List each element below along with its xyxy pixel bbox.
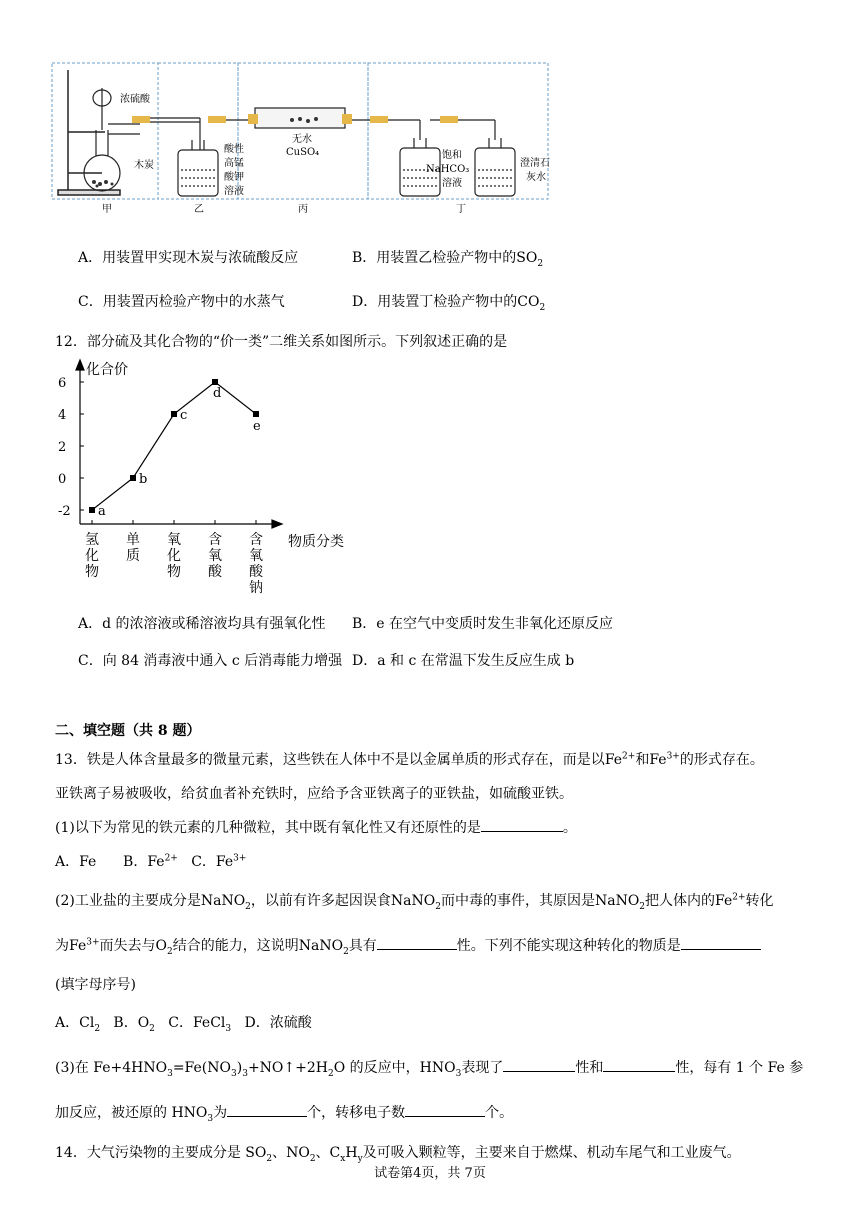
- x-category-char: 质: [126, 548, 140, 564]
- y-tick-label: 4: [58, 408, 67, 423]
- iron-stand: [58, 70, 120, 195]
- series-line: [92, 382, 256, 510]
- y-tick-label: 2: [58, 440, 67, 455]
- label-nahco3-1: 饱和: [442, 150, 462, 161]
- answer-blank[interactable]: [405, 1102, 485, 1117]
- data-point-a: [89, 507, 95, 513]
- section-yi: 乙: [194, 204, 204, 215]
- label-nahco3-2: NaHCO₃: [426, 164, 470, 175]
- data-points: [89, 379, 261, 519]
- x-category-char: 氧: [208, 548, 222, 564]
- section-jia: 甲: [102, 204, 112, 215]
- data-label-d: d: [213, 386, 222, 401]
- q11-option-a: A．用装置甲实现木炭与浓硫酸反应: [78, 250, 299, 266]
- answer-blank[interactable]: [681, 935, 761, 950]
- label-kmno4-3: 酸钾: [224, 172, 244, 183]
- data-point-e: [253, 411, 259, 417]
- x-category-char: 化: [85, 548, 99, 564]
- section-ding: 丁: [456, 204, 466, 215]
- label-kmno4-2: 高锰: [224, 158, 244, 169]
- page-footer: 试卷第4页，共 7页: [374, 1166, 486, 1181]
- chart-xlabel: 物质分类: [288, 534, 344, 550]
- apparatus-diagram: [50, 60, 552, 220]
- q13-part2-line2: 为$Fe^{3+}$而失去与$O_2$结合的能力，这说明NaNO$_2$具有 性。下列不能实现这种转化的物质是: [55, 935, 761, 957]
- answer-blank[interactable]: [227, 1102, 307, 1117]
- q13-part3-line1: (3)在 $Fe+4HNO_3=Fe(NO_3)_3+NO↑+2H_2O$ 的反应中，$HNO_3$表现了 性和 性，每有 1 个 Fe 参: [55, 1057, 803, 1079]
- answer-blank[interactable]: [603, 1057, 675, 1072]
- section-title: 二、填空题（共 8 题）: [55, 723, 201, 739]
- drying-tube: [248, 108, 352, 128]
- q13-part2-line1: (2)工业盐的主要成分是NaNO$_2$，以前有许多起因误食NaNO$_2$而中毒的事件，其原因是NaNO$_2$把人体内的$Fe^{2+}$转化: [55, 892, 774, 912]
- rubber-joint: [370, 116, 388, 123]
- answer-blank[interactable]: [503, 1057, 575, 1072]
- y-tick-label: -2: [58, 504, 71, 519]
- apparatus-frames: [52, 63, 548, 199]
- q12-option-c: C．向 84 消毒液中通入 c 后消毒能力增强: [78, 653, 343, 669]
- x-category-char: 酸: [208, 564, 222, 580]
- q14-text: 14．大气污染物的主要成分是 $SO_2$、$NO_2$、$C_xH_y$及可吸入颗粒等，主要来自于燃煤、机动车尾气和工业废气。: [55, 1145, 741, 1164]
- q11-option-d: D．用装置丁检验产物中的$CO_2$: [352, 294, 546, 313]
- label-cuso4-1: 无水: [292, 134, 312, 145]
- label-limewater-2: 灰水: [526, 172, 546, 183]
- q12-option-a: A．d 的浓溶液或稀溶液均具有强氧化性: [78, 616, 326, 632]
- x-category-char: 物: [167, 564, 181, 580]
- rubber-joint: [132, 116, 150, 123]
- x-category-char: 氧: [167, 532, 181, 548]
- q12-stem: 12．部分硫及其化合物的“价一类”二维关系如图所示。下列叙述正确的是: [55, 334, 508, 350]
- y-tick-label: 6: [58, 376, 67, 391]
- data-label-a: a: [98, 504, 106, 519]
- section-bing: 丙: [298, 204, 308, 215]
- label-cuso4-2: CuSO₄: [286, 147, 320, 158]
- x-category-char: 含: [249, 532, 263, 548]
- x-category-char: 含: [208, 532, 222, 548]
- data-label-b: b: [139, 472, 148, 487]
- valence-class-chart: [52, 354, 352, 604]
- x-category-char: 化: [167, 548, 181, 564]
- x-category-char: 钠: [249, 580, 263, 596]
- chart-ylabel: 化合价: [86, 362, 128, 378]
- q11-option-c: C．用装置丙检验产物中的水蒸气: [78, 294, 285, 310]
- x-category-char: 物: [85, 564, 99, 580]
- label-charcoal: 木炭: [134, 160, 154, 171]
- y-tick-label: 0: [58, 472, 67, 487]
- q11-option-b: B．用装置乙检验产物中的$SO_2$: [352, 250, 544, 269]
- q13-part1-options: A．Fe B．$Fe^{2+}$ C．$Fe^{3+}$: [55, 853, 247, 870]
- wash-bottle-yi: [178, 140, 218, 196]
- data-point-c: [171, 411, 177, 417]
- data-label-c: c: [180, 408, 188, 423]
- q12-option-b: B．e 在空气中变质时发生非氧化还原反应: [352, 616, 614, 632]
- x-category-char: 氧: [249, 548, 263, 564]
- wash-bottle-ding-2: [475, 138, 515, 196]
- charcoal-pieces: [92, 180, 114, 188]
- chart-axes: [76, 360, 282, 528]
- data-label-e: e: [253, 419, 261, 434]
- label-kmno4-4: 溶液: [224, 186, 244, 197]
- answer-blank[interactable]: [481, 817, 563, 832]
- label-conc-h2so4: 浓硫酸: [120, 94, 150, 105]
- q13-part3-line2: 加反应，被还原的 $HNO_3$为 个，转移电子数 个。: [55, 1102, 513, 1124]
- data-point-b: [130, 475, 136, 481]
- label-nahco3-3: 溶液: [442, 178, 462, 189]
- q13-part2-line3: (填字母序号): [55, 977, 136, 993]
- x-category-char: 单: [126, 532, 140, 548]
- x-category-char: 氢: [85, 532, 99, 548]
- q13-part1: (1)以下为常见的铁元素的几种微粒，其中既有氧化性又有还原性的是 。: [55, 817, 577, 837]
- data-point-d: [212, 379, 218, 385]
- rubber-joint: [208, 116, 226, 123]
- rubber-joint: [440, 116, 458, 123]
- answer-blank[interactable]: [377, 935, 457, 950]
- label-limewater-1: 澄清石: [520, 158, 550, 169]
- x-categories: [85, 520, 264, 596]
- label-kmno4-1: 酸性: [224, 144, 244, 155]
- q13-part2-options: A．$Cl_2$ B．$O_2$ C．FeCl$_3$ D．浓硫酸: [55, 1015, 312, 1034]
- q13-line1: 13．铁是人体含量最多的微量元素，这些铁在人体中不是以金属单质的形式存在，而是以$Fe^{2+}$和$Fe^{3+}$的形式存在。: [55, 751, 764, 768]
- q13-line2: 亚铁离子易被吸收，给贫血者补充铁时，应给予含亚铁离子的亚铁盐，如硫酸亚铁。: [55, 786, 573, 802]
- x-category-char: 酸: [249, 564, 263, 580]
- q12-option-d: D．a 和 c 在常温下发生反应生成 b: [352, 653, 575, 669]
